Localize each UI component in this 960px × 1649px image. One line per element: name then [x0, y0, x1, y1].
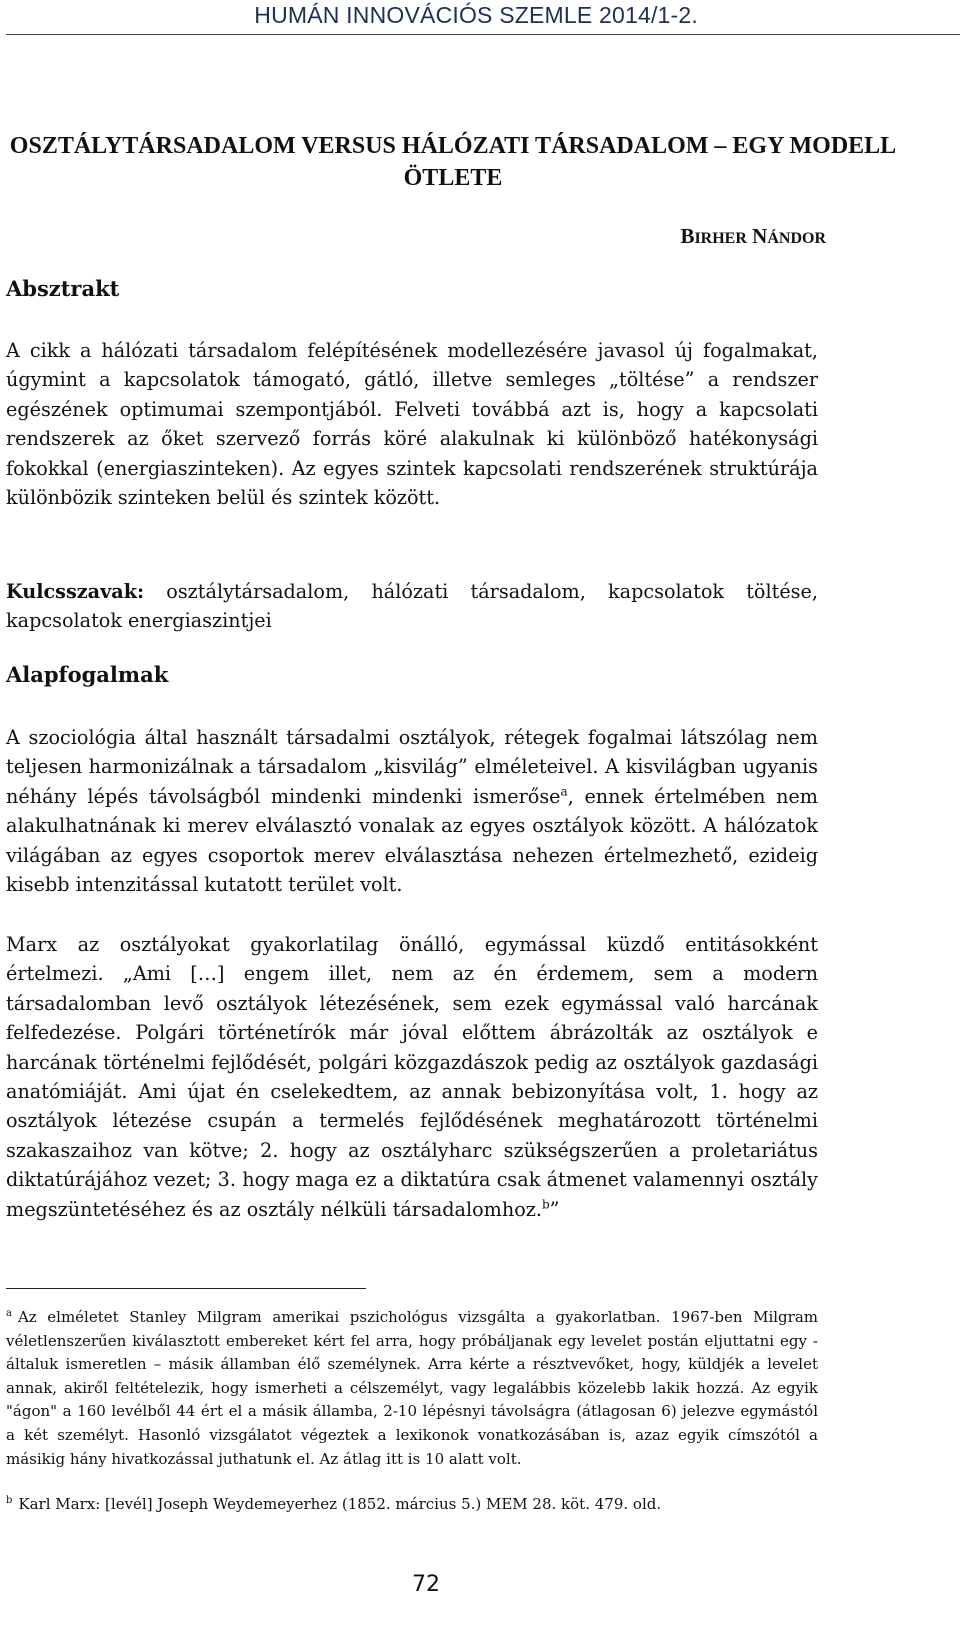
- footnote-b-text: Karl Marx: [levél] Joseph Weydemeyerhez (1852. március 5.) MEM 28. köt. 479. old.: [18, 1495, 662, 1513]
- paragraph-1: [6, 723, 818, 899]
- footnote-b: [6, 1493, 818, 1517]
- title-line-1: OSZTÁLYTÁRSADALOM VERSUS HÁLÓZATI TÁRSADALOM – EGY MODELL: [9, 133, 897, 159]
- paragraph-2-text: Marx az osztályokat gyakorlatilag önálló, egymással küzdő entitásokként értelmezi. „Ami […] engem illet, nem az én érdemem, sem a modern társadalomban levő osztályok létezésének, sem ezek egymással való harcának felfedezése. Polgári történetírók már jóval előttem ábrázolták az osztályok e harcának történelmi fejlődését, polgári közgazdászok pedig az osztályok gazdasági anatómiáját. Ami újat én cselekedtem, az annak bebizonyítása volt, 1. hogy az osztályok létezése csupán a termelés fejlődésének meghatározott történelmi szakaszaihoz van kötve; 2. hogy az osztályharc szükségszerűen a proletariátus diktatúrájához vezet; 3. hogy maga ez a diktatúra csak átmenet valamennyi osztály megszüntetéséhez és az osztály nélküli társadalomhoz.: [6, 933, 818, 1221]
- author-rest-1: IRHER: [694, 230, 747, 247]
- paragraph-2: [6, 930, 818, 1224]
- keywords-label: Kulcsszavak:: [6, 580, 145, 603]
- journal-header: HUMÁN INNOVÁCIÓS SZEMLE 2014/1-2.: [254, 2, 698, 28]
- paragraph-1-text-a: A szociológia által használt társadalmi osztályok, rétegek fogalmai látszólag nem teljesen harmonizálnak a társadalom „kisvilág” elméleteivel. A kisvilágban ugyanis néhány lépés távolságból mindenki mindenki ismerőse: [6, 726, 818, 808]
- footnote-ref-a[interactable]: a: [560, 784, 568, 799]
- paragraph-1-text-b: , ennek értelmében nem alakulhatnának ki merev elválasztó vonalak az egyes osztályok között. A hálózatok világában az egyes csoportok merev elválasztása nehezen értelmezhető, ezideig kisebb intenzitással kutatott terület volt.: [6, 784, 818, 897]
- title-line-2: ÖTLETE: [403, 165, 503, 191]
- page-number: 72: [412, 1572, 440, 1597]
- footnote-a: [6, 1306, 818, 1471]
- section-heading: Alapfogalmak: [6, 662, 169, 687]
- article-title: [0, 130, 906, 194]
- footnote-ref-b[interactable]: b: [541, 1197, 550, 1212]
- author-initial-1: B: [680, 224, 695, 248]
- footnote-rule: [6, 1288, 366, 1289]
- keywords-text: osztálytársadalom, hálózati társadalom, kapcsolatok töltése, kapcsolatok energiaszintjei: [6, 580, 818, 633]
- footnote-b-mark: b: [6, 1495, 13, 1506]
- author-name: [0, 224, 826, 249]
- abstract-text: A cikk a hálózati társadalom felépítésének modellezésére javasol új fogalmakat, úgymint a kapcsolatok támogató, gátló, illetve semleges „töltése” a rendszer egészének optimumai szempontjából. Felveti továbbá azt is, hogy a kapcsolati rendszerek az őket szervező forrás köré alakulnak ki különböző hatékonysági fokokkal (energiaszinteken). Az egyes szintek kapcsolati rendszerének struktúrája különbözik szinteken belül és szintek között.: [6, 339, 818, 510]
- paragraph-2-closing-quote: ”: [549, 1197, 560, 1221]
- footnote-a-text: Az elméletet Stanley Milgram amerikai pszichológus vizsgálta a gyakorlatban. 1967-ben Milgram véletlenszerűen kiválasztott embereket kért fel arra, hogy próbáljanak egy levelet postán eljuttatni egy - általuk ismeretlen – másik államban élő személynek. Arra kérte a résztvevőket, hogy, küldjék a levelet annak, akiről feltételezik, hogy ismerheti a célszemélyt, vagy legalábbis közelebb lakik hozzá. Az egyik "ágon" a 160 levélből 44 ért el a másik államba, 2-10 lépésnyi távolságra (átlagosan 6) jelezve egymástól a két személyt. Hasonló vizsgálatot végeztek a lexikonok vonatkozásában is, azaz egyik címszótól a másikig hány hivatkozással juthatunk el. Az átlag itt is 10 alatt volt.: [6, 1308, 818, 1468]
- author-rest-2: ÁNDOR: [767, 230, 826, 247]
- author-initial-2: N: [752, 224, 768, 248]
- keywords: [6, 577, 818, 636]
- header-rule: [6, 34, 960, 35]
- footnote-a-mark: a: [6, 1308, 12, 1319]
- abstract-heading: Absztrakt: [6, 276, 120, 301]
